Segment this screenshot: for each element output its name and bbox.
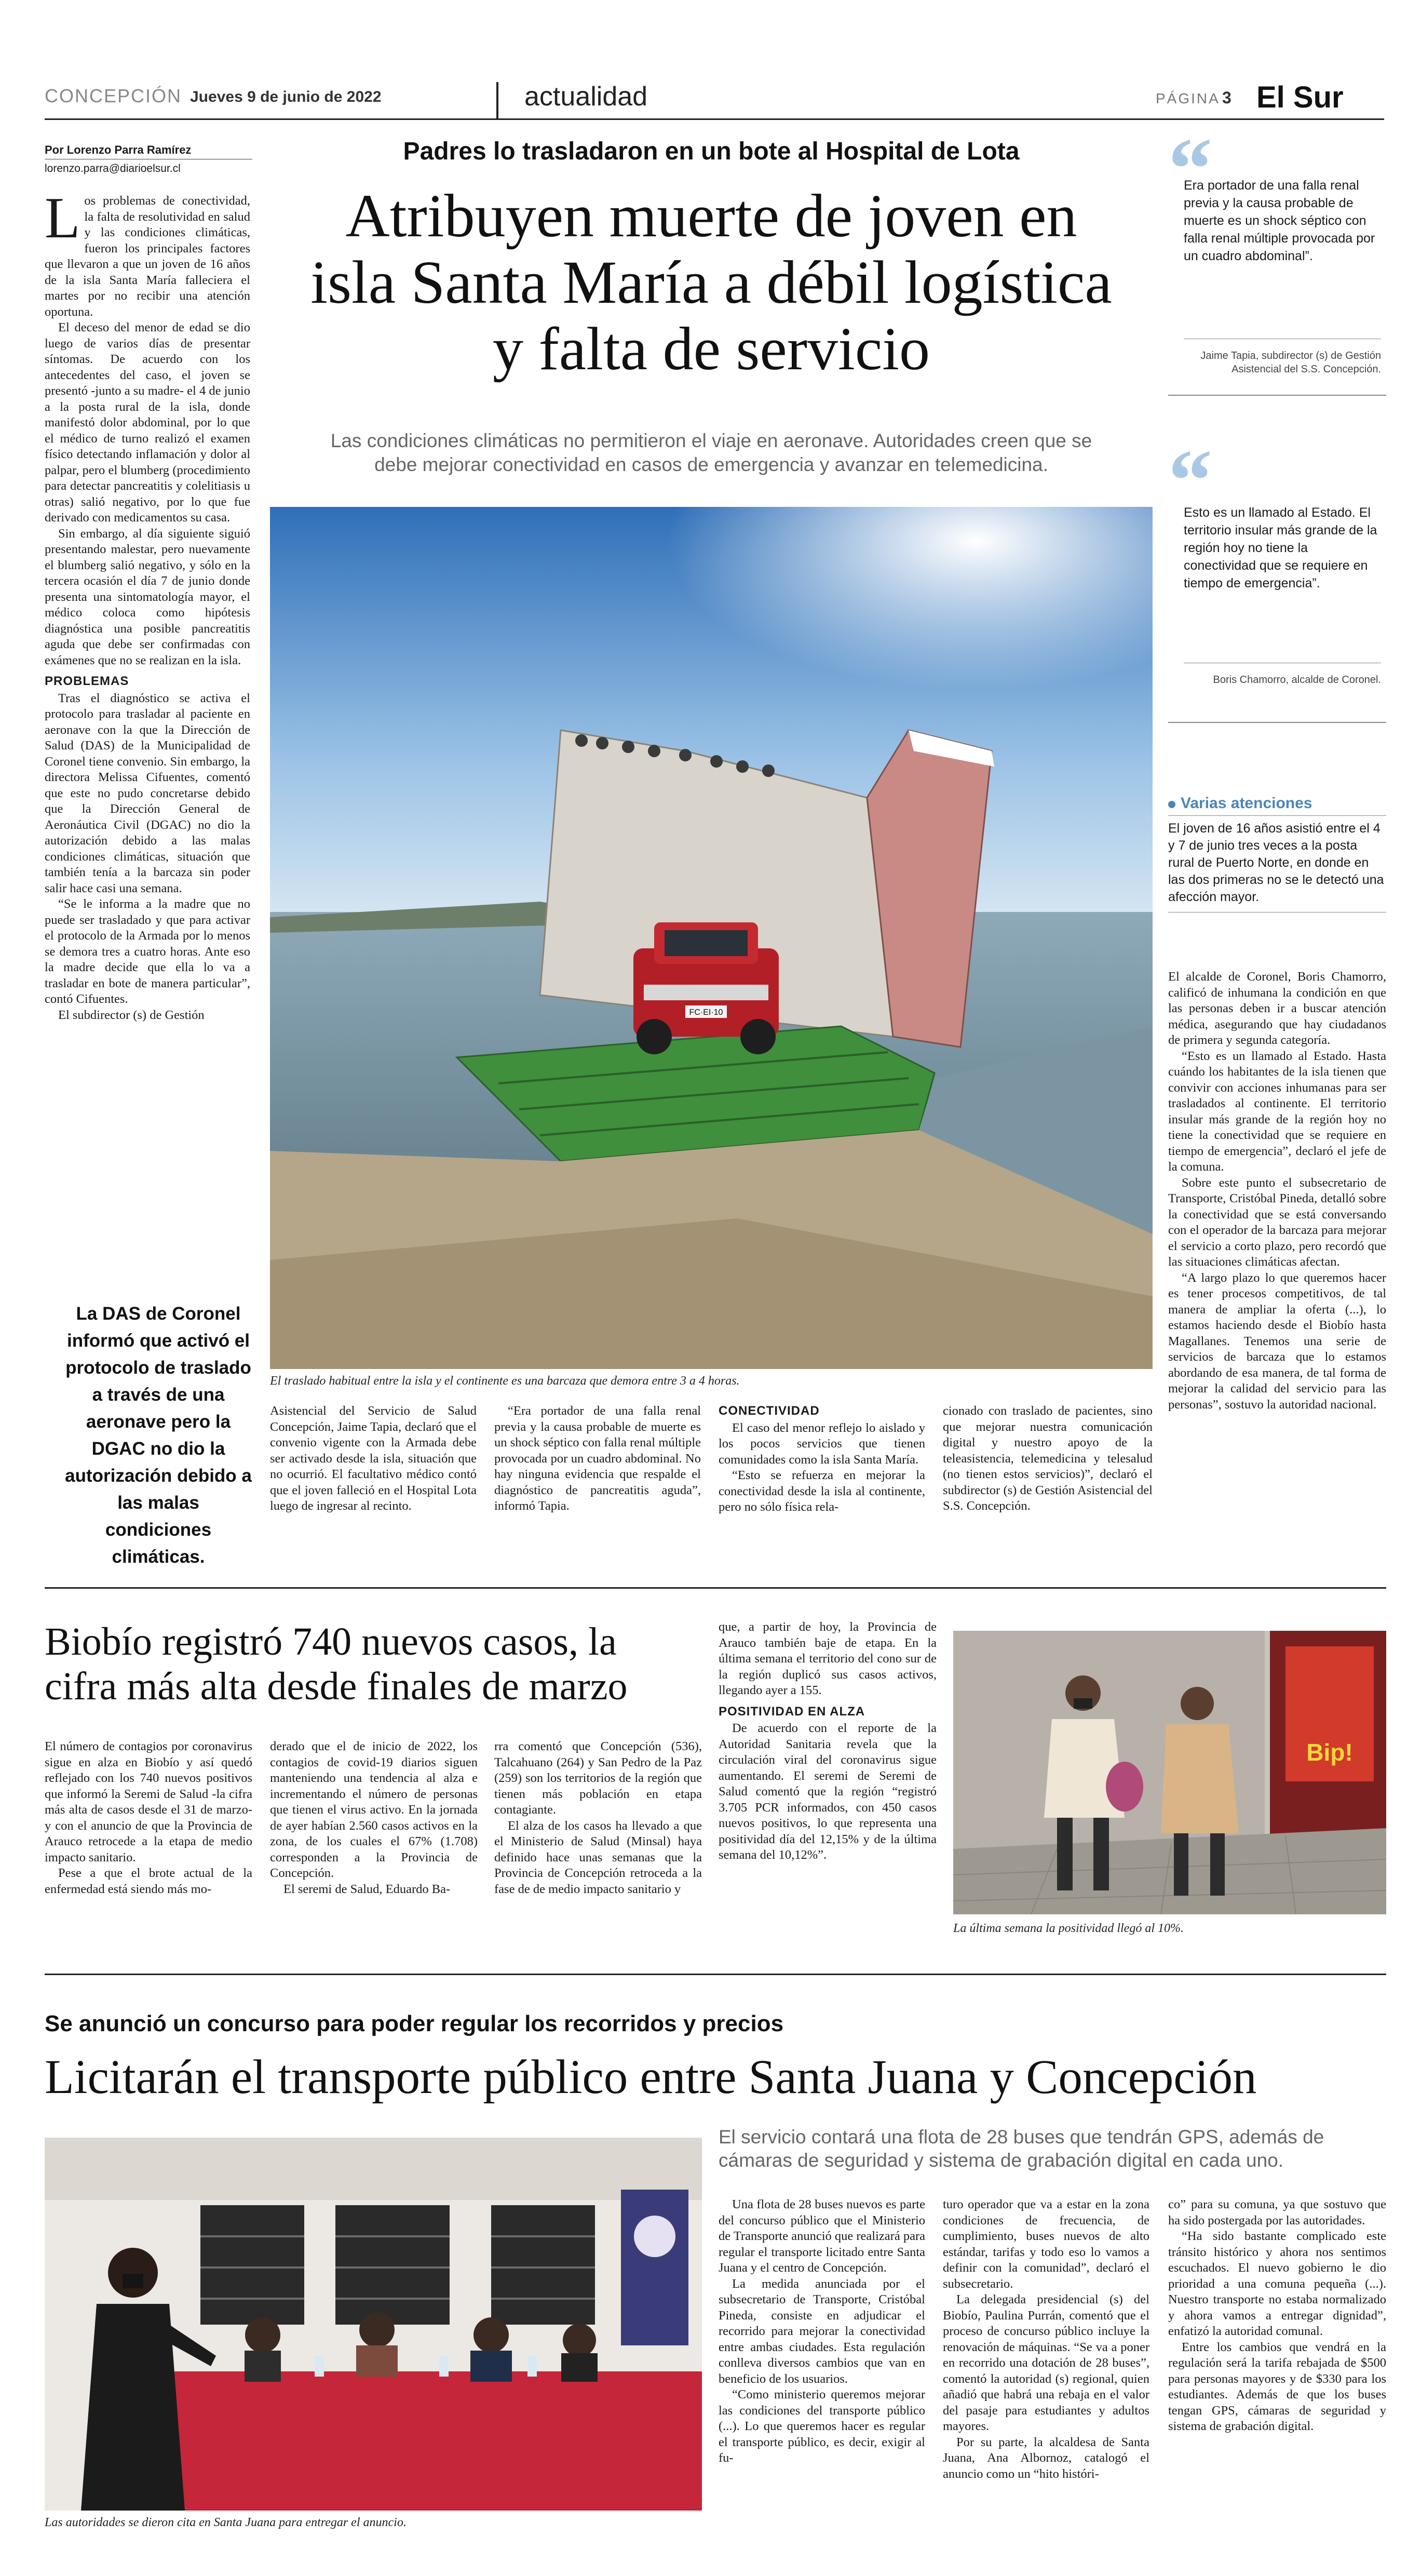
pull-quote: La DAS de Coronel informó que activó el protocolo de traslado a través de una aeronave pero la DGAC no dio la autorización debido a las malas condiciones climáticas. [65, 1304, 252, 1567]
paragraph: La medida anunciada por el subsecretario de Transporte, Cristóbal Pineda, consiste en adjudicar el recorrido para mejorar la conectividad entre ambas ciudades. Esta regulación conlleva diversos cambios que van en beneficio de los usuarios. [719, 2276, 925, 2386]
story3-column-2 [943, 2197, 1149, 2482]
meeting-photo-caption: Las autoridades se dieron cita en Santa Juana para entregar el anuncio. [45, 2516, 407, 2529]
info-box [1168, 795, 1386, 913]
paragraph: Sobre este punto el subsecretario de Transporte, Cristóbal Pineda, detalló sobre la conectividad que se está conversando con el operador de la barcaza para mejorar el servicio a corto plazo, pero recordó que las situaciones climáticas afectan. [1168, 1175, 1386, 1269]
header-divider [496, 82, 498, 118]
paragraph: “Esto se refuerza en mejorar la conectividad desde la isla al continente, pero no sólo física rela- [719, 1468, 925, 1514]
paragraph: “Como ministerio queremos mejorar las condiciones del transporte público (...). Lo que queremos hacer es regular el transporte público, es decir, exigir al fu- [719, 2387, 925, 2465]
quote-mark-icon: “ [1168, 120, 1212, 218]
quote-1-author: Jaime Tapia, subdirector (s) de Gestión Asistencial del S.S. Concepción. [1200, 350, 1381, 375]
meeting-photo [45, 2138, 702, 2511]
paragraph: Entre los cambios que vendrá en la regulación será la tarifa rebajada de $500 para personas mayores y de $330 para los estudiantes. Además de que los buses tengan GPS, cámaras de seguridad y sistema de grabación digital. [1168, 2340, 1386, 2433]
paragraph: Una flota de 28 buses nuevos es parte del concurso público que el Ministerio de Transporte anunció que realizará para regular el transporte licitado entre Santa Juana y el centro de Concepción. [719, 2197, 925, 2275]
story1-column-6 [1168, 969, 1386, 1413]
paragraph: rra comentó que Concepción (536), Talcahuano (264) y San Pedro de la Paz (259) son los territorios de la región que tienen más población en etapa contagiante. [494, 1739, 702, 1817]
street-photo [953, 1631, 1386, 1914]
story1-kicker: Padres lo trasladaron en un bote al Hospital de Lota [403, 138, 1020, 165]
storefront-sign: Bip! [1306, 1739, 1353, 1766]
info-box-title-text: Varias atenciones [1181, 795, 1312, 812]
story2-headline-line-1: Biobío registró 740 nuevos casos, la [45, 1620, 617, 1663]
story2-headline [45, 1619, 720, 1709]
paragraph: El número de contagios por coronavirus sigue en alza en Biobío y así quedó reflejado con los 740 nuevos positivos que informó la Seremi de Salud -la cifra más alta de casos desde el 31 de marzo- y con el anuncio de que la Provincia de Arauco retrocede a la etapa de medio impacto sanitario. [45, 1739, 252, 1864]
quote-mark-icon: “ [1168, 432, 1212, 529]
paragraph: derado que el de inicio de 2022, los contagios de covid-19 diarios siguen manteniendo una tendencia al alza e incrementando el número de personas que tienen el virus activo. En la jornada de ayer habían 2.560 casos activos en la zona, de los cuales el 67% (1.708) corresponden a la Provincia de Concepción. [270, 1739, 478, 1880]
quote-1-text: Era portador de una falla renal previa y la causa probable de muerte es un shock séptico con falla renal múltiple provocada por un cuadro abdominal”. [1184, 178, 1375, 263]
paragraph: Los problemas de conectividad, la falta de resolutividad en salud y las condiciones climáticas, fueron los principales factores que llevaron a que un joven de 16 años de la isla Santa María falleciera el martes por no recibir una atención oportuna. [45, 186, 250, 319]
header-newspaper-logo: El Sur [1256, 81, 1344, 114]
paragraph: El alza de los casos ha llevado a que el Ministerio de Salud (Minsal) haya definido hace unas semanas que la Provincia de Concepción retroceda a la fase de de medio impacto sanitario y [494, 1818, 702, 1896]
paragraph: Pese a que el brote actual de la enfermedad está siendo más mo- [45, 1866, 252, 1896]
paragraph: De acuerdo con el reporte de la Autoridad Sanitaria revela que la circulación viral del coronavirus sigue aumentando. El seremi de Seremi de Salud comentó que la región “registró 3.705 PCR informados, con 450 casos nuevos positivos, lo que representa una positividad día del 12,15% y de la última semana del 10,12%”. [719, 1721, 937, 1862]
story3-column-1 [719, 2197, 925, 2466]
story3-column-3 [1168, 2197, 1386, 2435]
quote-block-2 [1168, 432, 1386, 737]
ferry-photo-caption: El traslado habitual entre la isla y el continente es una barcaza que demora entre 3 a 4 horas. [270, 1374, 740, 1388]
quote-2-bottom-rule [1168, 722, 1386, 723]
story1-column-5 [943, 1403, 1153, 1514]
paragraph: cionado con traslado de pacientes, sino que mejorar nuestra comunicación digital y nuestro apoyo de la teleasistencia, telemedicina y telesalud (no tienen estos servicios)”, declaró el subdirector (s) de Gestión Asistencial del S.S. Concepción. [943, 1404, 1153, 1513]
story3-headline: Licitarán el transporte público entre Santa Juana y Concepción [45, 2050, 1257, 2104]
story1-column-3 [494, 1403, 701, 1514]
quote-2-text: Esto es un llamado al Estado. El territorio insular más grande de la región hoy no tiene la conectividad que se requiere en tiempo de emergencia”. [1184, 505, 1377, 591]
paragraph: El alcalde de Coronel, Boris Chamorro, calificó de inhumana la condición en que las personas deben ir a buscar atención médica, asegurando que hay ciudadanos de primera y segunda categoría. [1168, 970, 1386, 1047]
headline-line-3: y falta de servicio [492, 315, 930, 383]
quote-2-author: Boris Chamorro, alcalde de Coronel. [1213, 674, 1381, 686]
truck-license-plate: FC·EI·10 [689, 1008, 723, 1017]
story1-column-4 [719, 1403, 925, 1515]
deck-line-2: debe mejorar conectividad en casos de emergencia y avanzar en telemedicina. [374, 454, 1048, 475]
meeting-illustration [45, 2138, 702, 2511]
section-divider-1 [45, 1587, 1386, 1589]
subheading: CONECTIVIDAD [719, 1404, 820, 1418]
paragraph: El subdirector (s) de Gestión [58, 1008, 205, 1022]
paragraph: que, a partir de hoy, la Provincia de Arauco también baje de etapa. En la última semana el territorio del cono sur de la región duplicó sus casos activos, llegando ayer a 155. [719, 1620, 937, 1697]
headline-line-2: isla Santa María a débil logística [310, 248, 1112, 316]
header-page-number: 3 [1222, 88, 1231, 107]
info-box-text: El joven de 16 años asistió entre el 4 y 7 de junio tres veces a la posta rural de Puerto Norte, en donde en las dos primeras no se le detectó una afección mayor. [1168, 816, 1386, 913]
story3-deck [719, 2125, 1388, 2172]
header-date: Jueves 9 de junio de 2022 [190, 88, 382, 105]
paragraph: El deceso del menor de edad se dio luego de varios días de presentar síntomas. De acuerdo con los antecedentes del caso, el joven se presentó -junto a su madre- el 4 de junio a la posta rural de la isla, donde manifestó dolor abdominal, por lo que el médico de turno realizó el examen físico detectando inflamación y dolor al palpar, pero el blumberg (procedimiento para detectar pancreatitis y colelitiasis u otras) salió negativo, por lo que fue derivado con medicamentos su casa. [45, 320, 250, 525]
subheading: PROBLEMAS [45, 674, 129, 688]
paragraph: El caso del menor reflejo lo aislado y los pocos servicios que tienen comunidades como la isla Santa María. [719, 1420, 925, 1467]
paragraph: La delegada presidencial (s) del Biobío, Paulina Purrán, comentó que el proceso de concurso público incluye la renovación de máquinas. “Se va a poner en recorrido una dotación de 28 buses”, comentó la autoridad (s) regional, quien añadió que habrá una rebaja en el valor del pasaje para estudiantes y adultos mayores. [943, 2292, 1149, 2433]
paragraph: El seremi de Salud, Eduardo Ba- [283, 1882, 451, 1896]
header-page-label: PÁGINA [1156, 90, 1220, 106]
street-photo-caption: La última semana la positividad llegó al 10%. [953, 1922, 1184, 1935]
story2-column-3 [494, 1739, 702, 1897]
story2-column-1 [45, 1739, 252, 1897]
story1-deck [270, 429, 1153, 477]
paragraph: Tras el diagnóstico se activa el protocolo para trasladar al paciente en aeronave con la que la Dirección de Salud (DAS) de la Municipalidad de Coronel tiene convenio. Sin embargo, la directora Melissa Cifuentes, comentó que este no pudo concretarse debido que la Dirección General de Aeronáutica Civil (DGAC) no dio la autorización debido a las malas condiciones climáticas, situación que también tenía a la barcaza sin poder salir hace casi una semana. [45, 691, 250, 895]
paragraph: “Ha sido bastante complicado este tránsito histórico y ahora nos sentimos escuchados. El nuevo gobierno le dio prioridad a una comuna pequeña (...). Nuestro transporte no estaba normalizado y ahora vamos a entregar dignidad”, enfatizó la autoridad comunal. [1168, 2229, 1386, 2338]
byline-author: Por Lorenzo Parra Ramírez [45, 143, 252, 159]
story1-headline [270, 183, 1153, 382]
story3-deck-line-1: El servicio contará una flota de 28 buses que tendrán GPS, además de [719, 2126, 1324, 2148]
quote-1-bottom-rule [1168, 395, 1386, 396]
info-box-title [1168, 795, 1386, 816]
paragraph: “Era portador de una falla renal previa y la causa probable de muerte es un shock séptico con falla renal múltiple provocada por un cuadro abdominal. No hay ninguna evidencia que respalde el diagnóstico de pancreatitis aguda”, informó Tapia. [494, 1404, 701, 1513]
paragraph: “Esto es un llamado al Estado. Hasta cuándo los habitantes de la isla tienen que convivir con acciones inhumanas para ser trasladados al continente. El territorio insular más grande de la región hoy no tiene la conectividad que se requiere en tiempo de emergencia”, declaró el jefe de la comuna. [1168, 1049, 1386, 1174]
bullet-icon [1168, 801, 1175, 808]
paragraph: Asistencial del Servicio de Salud Concepción, Jaime Tapia, declaró que el convenio vigente con la Armada debe ser activado desde la isla, situación que no ocurrió. El facultativo médico contó que el joven falleció en el Hospital Lota luego de ingresar al recinto. [270, 1404, 477, 1513]
paragraph: Sin embargo, al día siguiente siguió presentando malestar, pero nuevamente el blumberg salió negativo, y sólo en la tercera ocasión el día 7 de junio donde presenta una sintomatología mayor, el médico coloca como hipótesis diagnóstica una posible pancreatitis aguda que debe ser confirmadas con exámenes que no se realizan en la isla. [45, 526, 250, 667]
header-section: actualidad [524, 82, 648, 112]
header-city: CONCEPCIÓN [45, 85, 182, 106]
paragraph: co” para su comuna, ya que sostuvo que ha sido postergada por las autoridades. [1168, 2197, 1386, 2228]
story3-kicker: Se anunció un concurso para poder regular los recorridos y precios [45, 2011, 784, 2036]
street-illustration [953, 1631, 1386, 1914]
story2-headline-line-2: cifra más alta desde finales de marzo [45, 1665, 628, 1708]
page-header [45, 83, 1384, 119]
ferry-illustration [270, 507, 1153, 1369]
paragraph: turo operador que va a estar en la zona condiciones de frecuencia, de cumplimiento, buses nuevos de alto estándar, tarifas y todo eso lo vamos a definir con la comunidad”, declaró el subsecretario. [943, 2197, 1149, 2291]
subheading: POSITIVIDAD EN ALZA [719, 1704, 865, 1719]
paragraph: “A largo plazo lo que queremos hacer es tener procesos competitivos, de tal manera de ampliar la oferta (...), lo estamos haciendo desde el Biobío hasta Magallanes. Tenemos una serie de servicios de barcaza que lo estamos abordando de esa manera, de tal forma de mejorar la calidad del servicio para las personas”, sostuvo la autoridad nacional. [1168, 1270, 1386, 1412]
quote-block-1 [1168, 120, 1386, 415]
deck-line-1: Las condiciones climáticas no permitieron el viaje en aeronave. Autoridades creen que se [330, 430, 1092, 451]
paragraph: Por su parte, la alcaldesa de Santa Juana, Ana Albornoz, catalogó el anuncio como un “hito históri- [943, 2435, 1149, 2481]
headline-line-1: Atribuyen muerte de joven en [345, 182, 1077, 250]
story3-deck-line-2: cámaras de seguridad y sistema de grabación digital en cada uno. [719, 2150, 1284, 2171]
story2-column-2 [270, 1739, 478, 1897]
byline [45, 143, 252, 175]
story2-column-4 [719, 1619, 937, 1863]
paragraph: “Se le informa a la madre que no puede ser trasladado y que para activar el protocolo de la Armada por lo menos se demora tres a cuatro horas. Ante eso la madre decide que ella lo va a trasladar en bote de manera particular”, contó Cifuentes. [45, 897, 250, 1006]
byline-email: lorenzo.parra@diarioelsur.cl [45, 163, 181, 175]
ferry-photo [270, 507, 1153, 1369]
story1-column-1 [45, 186, 250, 1023]
story1-column-2 [270, 1403, 477, 1514]
section-divider-2 [45, 1974, 1386, 1975]
